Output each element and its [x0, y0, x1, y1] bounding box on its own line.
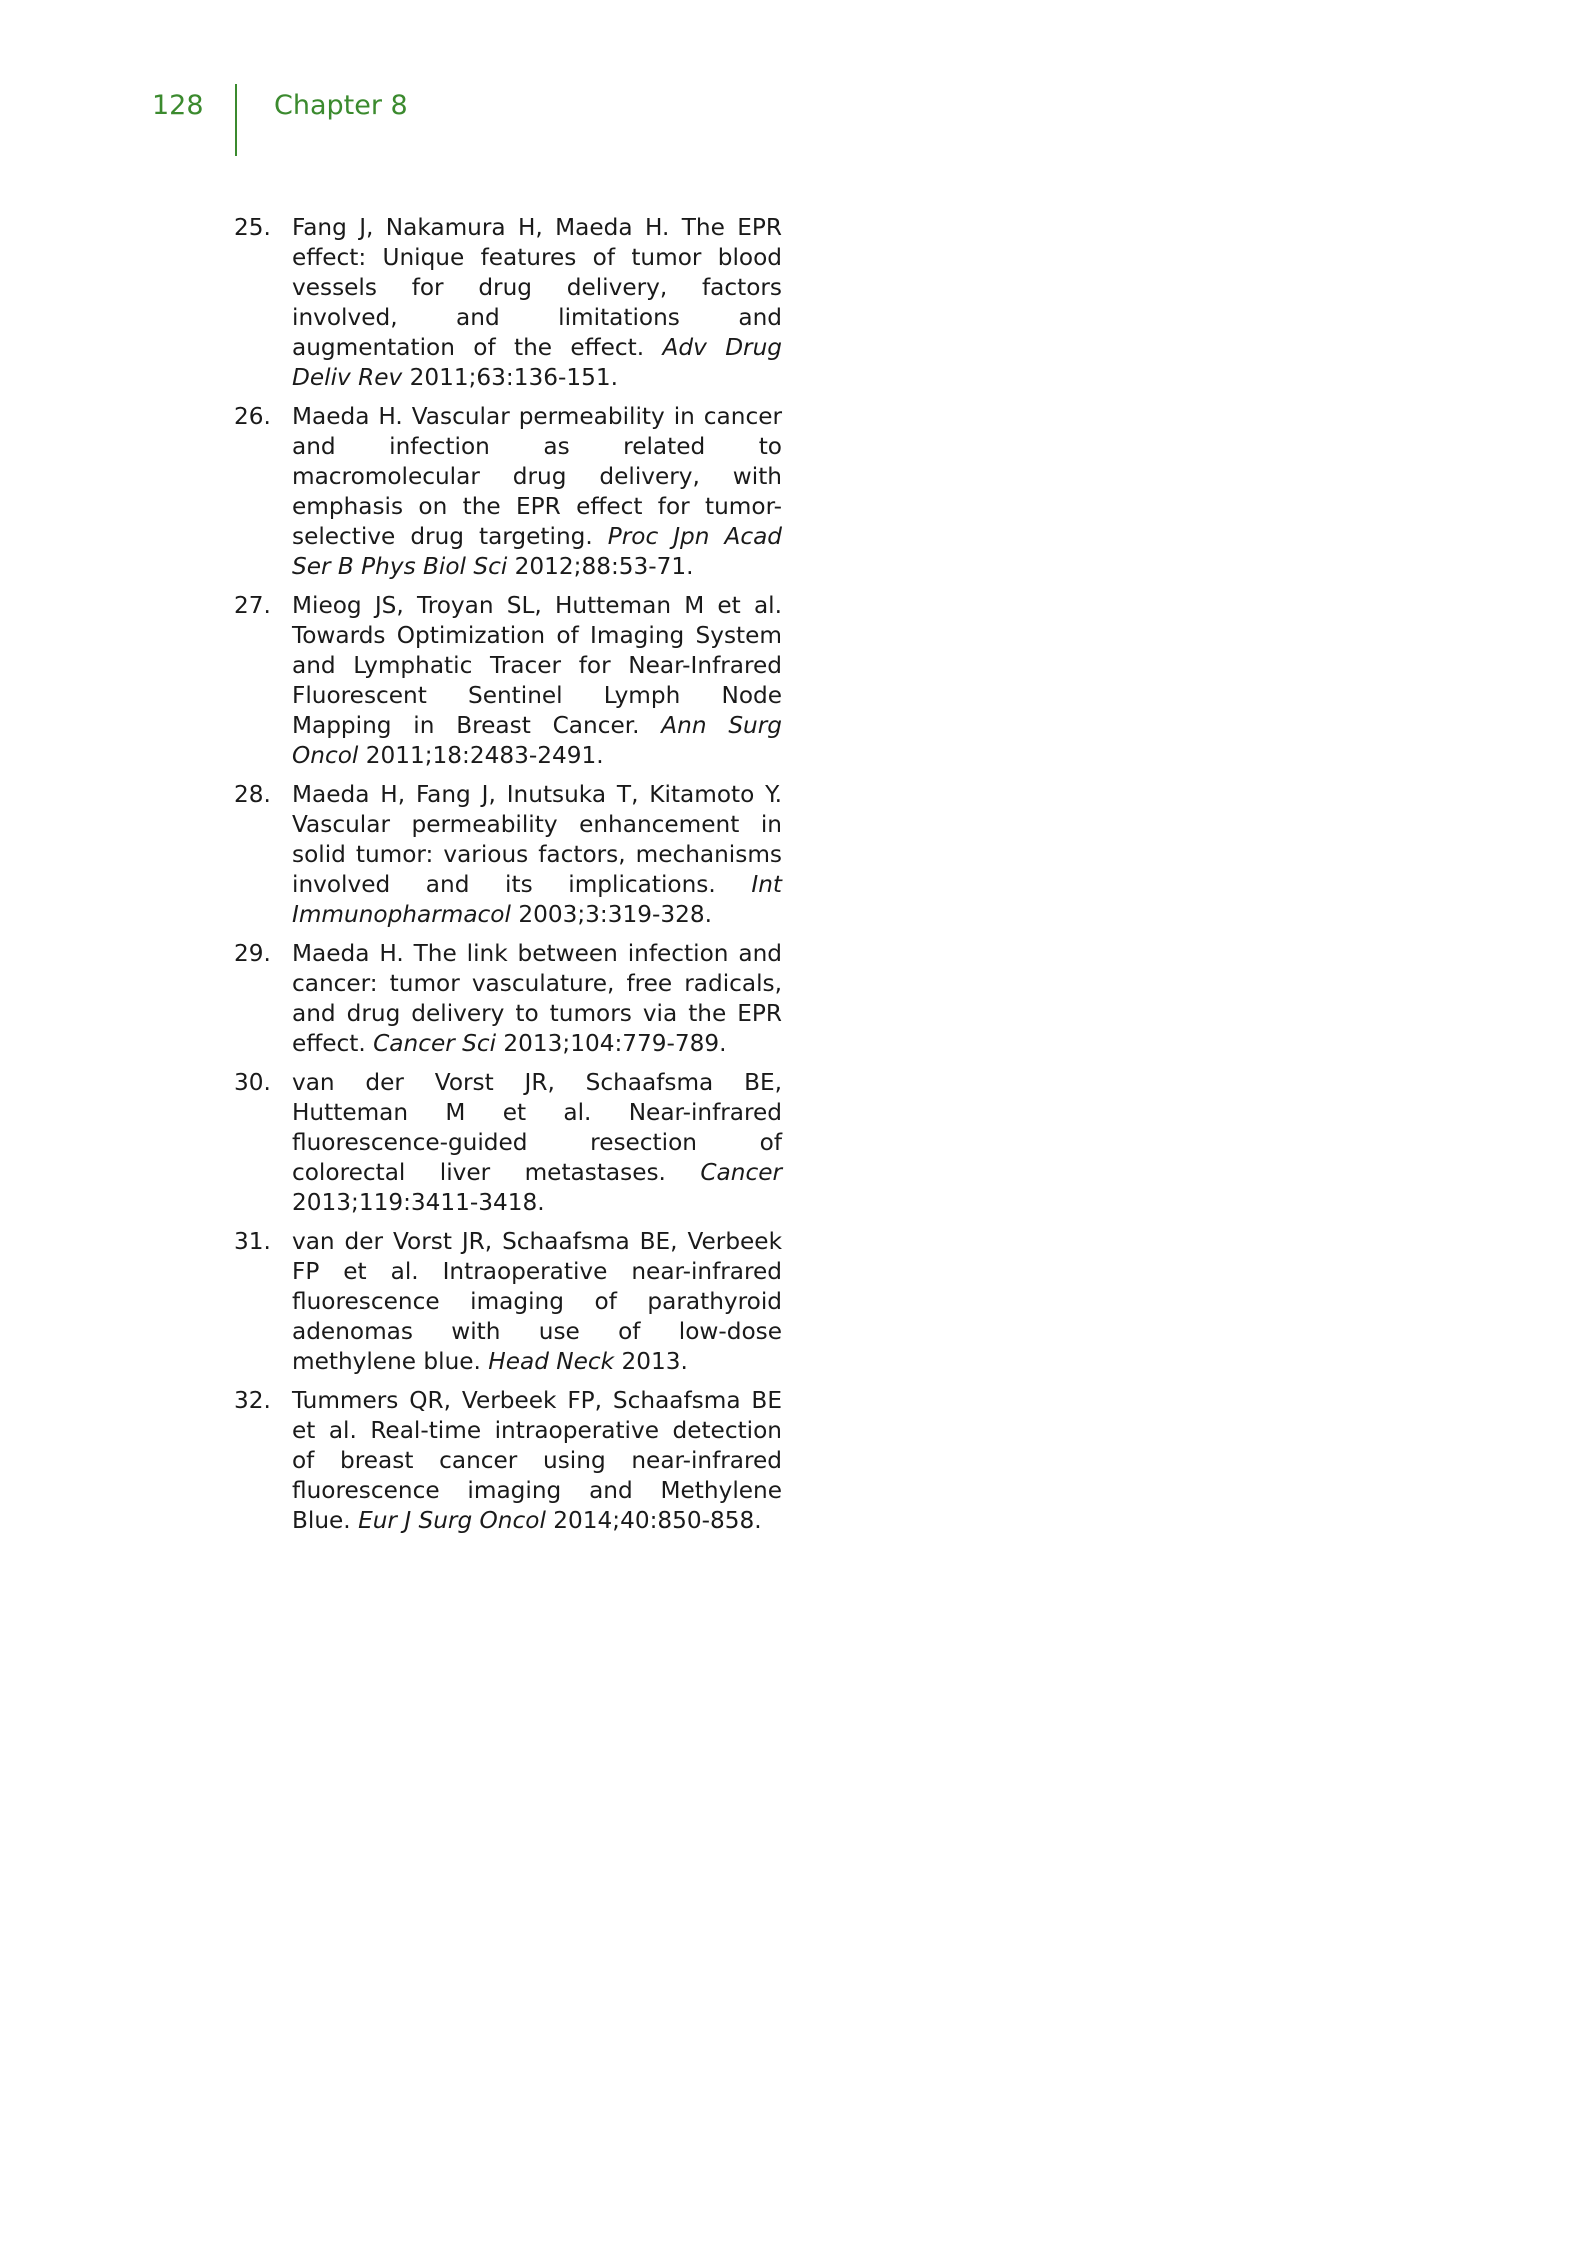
reference-citation: 2012;88:53-71. — [514, 553, 694, 580]
reference-citation: 2013. — [621, 1348, 688, 1375]
reference-journal: Ann Surg Oncol — [292, 712, 782, 769]
reference-journal: Proc Jpn Acad Ser B Phys Biol Sci — [292, 523, 783, 580]
reference-citation: 2003;3:319-328. — [518, 901, 712, 928]
reference-citation: 2014;40:850-858. — [553, 1507, 762, 1534]
reference-text — [292, 1387, 782, 1534]
reference-authors-title: Maeda H, Fang J, Inutsuka T, Kitamoto Y. Vascular permeability enhancement in solid tumor: various factors, mechanisms involved and its implications. — [292, 781, 782, 898]
reference-citation: 2011;18:2483-2491. — [365, 742, 604, 769]
reference-text — [292, 1228, 782, 1375]
reference-text — [292, 403, 782, 580]
reference-item — [234, 1386, 782, 1536]
reference-number: 26. — [234, 403, 271, 430]
reference-citation: 2011;63:136-151. — [409, 364, 618, 391]
reference-journal: Int Immunopharmacol — [292, 871, 782, 928]
reference-item — [234, 1227, 782, 1377]
reference-text — [292, 592, 782, 769]
reference-authors-title: Maeda H. Vascular permeability in cancer and infection as related to macromolecular drug delivery, with emphasis on the EPR effect for tumor-selective drug targeting. — [292, 403, 782, 550]
page-number: 128 — [152, 90, 204, 121]
reference-item — [234, 939, 782, 1059]
reference-journal: Cancer Sci — [373, 1030, 497, 1057]
reference-authors-title: van der Vorst JR, Schaafsma BE, Verbeek FP et al. Intraoperative near-infrared fluorescence imaging of parathyroid adenomas with use of low-dose methylene blue. — [292, 1228, 782, 1375]
header-divider — [235, 84, 237, 156]
reference-number: 29. — [234, 940, 271, 967]
reference-number: 28. — [234, 781, 271, 808]
reference-number: 31. — [234, 1228, 271, 1255]
reference-text — [292, 940, 782, 1057]
reference-text — [292, 1069, 782, 1216]
reference-citation: 2013;119:3411-3418. — [292, 1189, 545, 1216]
chapter-title: Chapter 8 — [274, 90, 408, 121]
reference-number: 30. — [234, 1069, 271, 1096]
reference-item — [234, 780, 782, 930]
reference-journal: Adv Drug Deliv Rev — [292, 334, 782, 391]
reference-authors-title: Mieog JS, Troyan SL, Hutteman M et al. Towards Optimization of Imaging System and Lymphatic Tracer for Near-Infrared Fluorescent Sentinel Lymph Node Mapping in Breast Cancer. — [292, 592, 782, 739]
reference-number: 32. — [234, 1387, 271, 1414]
reference-item — [234, 402, 782, 582]
reference-text — [292, 214, 782, 391]
reference-number: 27. — [234, 592, 271, 619]
reference-authors-title: Fang J, Nakamura H, Maeda H. The EPR effect: Unique features of tumor blood vessels for drug delivery, factors involved, and limitations and augmentation of the effect. — [292, 214, 782, 361]
reference-journal: Cancer — [700, 1159, 782, 1186]
reference-item — [234, 591, 782, 771]
reference-authors-title: van der Vorst JR, Schaafsma BE, Hutteman M et al. Near-infrared fluorescence-guided resection of colorectal liver metastases. — [292, 1069, 782, 1186]
reference-text — [292, 781, 782, 928]
reference-number: 25. — [234, 214, 271, 241]
reference-journal: Head Neck — [488, 1348, 615, 1375]
reference-citation: 2013;104:779-789. — [503, 1030, 727, 1057]
reference-list — [234, 213, 782, 1545]
reference-authors-title: Maeda H. The link between infection and cancer: tumor vasculature, free radicals, and drug delivery to tumors via the EPR effect. — [292, 940, 782, 1057]
reference-journal: Eur J Surg Oncol — [358, 1507, 546, 1534]
reference-item — [234, 213, 782, 393]
reference-item — [234, 1068, 782, 1218]
running-header — [0, 0, 1593, 160]
reference-authors-title: Tummers QR, Verbeek FP, Schaafsma BE et al. Real-time intraoperative detection of breast cancer using near-infrared fluorescence imaging and Methylene Blue. — [292, 1387, 782, 1534]
